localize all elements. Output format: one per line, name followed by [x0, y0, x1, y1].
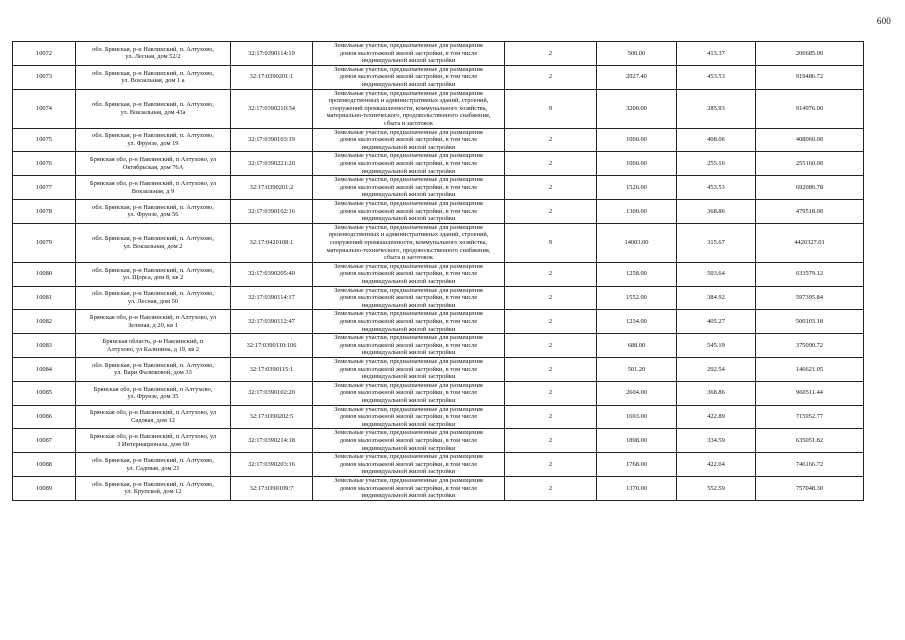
area-cell: 1693.00: [597, 405, 677, 429]
address-line: Брянская область, р-н Навлинский, п: [102, 337, 204, 345]
use-code-cell: 9: [505, 223, 597, 262]
area-cell: 14003.00: [597, 223, 677, 262]
row-id-cell: 10081: [13, 286, 76, 310]
address-line: ул. Крупской, дом 12: [124, 488, 182, 496]
address-line: Вокзальная, д 9: [131, 187, 175, 195]
area-cell: 2027.40: [597, 65, 677, 89]
land-use-line: домов малоэтажной жилой застройки, в том числе: [339, 365, 478, 373]
land-use-cell: [313, 42, 505, 66]
area-cell: 1300.00: [597, 199, 677, 223]
land-use-line: домов малоэтажной жилой застройки, в том числе: [339, 183, 478, 191]
address-line: ул. Вокзальная, дом 1 а: [121, 77, 185, 85]
row-id-cell: 10086: [13, 405, 76, 429]
land-use-line: индивидуальной жилой застройки: [361, 396, 456, 404]
address-line: Брянская обл, р-н Навлинский, п Алтухово, ул: [89, 156, 217, 164]
cadastral-value-cell: 914976.00: [756, 89, 864, 128]
use-code-cell: 2: [505, 429, 597, 453]
land-use-cell: [313, 476, 505, 500]
address-line: ул. Фрунзе, дом 19: [127, 139, 179, 147]
address-line: обл. Брянская, р-н Навлинский, п. Алтухово,: [92, 290, 214, 298]
row-id-cell: 10088: [13, 453, 76, 477]
table-row: [13, 262, 864, 286]
land-use-line: индивидуальной жилой застройки: [361, 325, 456, 333]
land-use-line: индивидуальной жилой застройки: [361, 349, 456, 357]
row-id-cell: 10085: [13, 381, 76, 405]
cadastral-number-cell: 32:17:0390109:7: [231, 476, 313, 500]
cadastral-number-cell: 32:17:0420108:1: [231, 223, 313, 262]
cadastral-number-cell: 32:17:0390221:20: [231, 152, 313, 176]
use-code-cell: 2: [505, 405, 597, 429]
land-use-cell: [313, 89, 505, 128]
cadastral-value-cell: 635051.82: [756, 429, 864, 453]
address-line: ул. Фрунзе, дом 35: [127, 393, 179, 401]
land-use-line: домов малоэтажной жилой застройки, в том числе: [339, 413, 478, 421]
land-use-cell: [313, 223, 505, 262]
table-row: [13, 310, 864, 334]
land-use-line: Земельные участки, предназначенные для размещения: [334, 476, 483, 484]
land-use-cell: [313, 381, 505, 405]
land-use-line: домов малоэтажной жилой застройки, в том числе: [339, 49, 478, 57]
address-cell: [76, 223, 231, 262]
rate-cell: 368.86: [677, 199, 756, 223]
land-use-line: материально-технического, продовольственного снабжения,: [326, 246, 491, 254]
address-line: Брянская обл, р-н Навлинский, п Алтухово,: [93, 385, 213, 393]
address-line: Садовая, дом 12: [131, 416, 175, 424]
land-use-line: домов малоэтажной жилой застройки, в том числе: [339, 294, 478, 302]
address-line: 3 Интернационала, дом 60: [117, 440, 189, 448]
land-use-line: Земельные участки, предназначенные для размещения: [334, 310, 483, 318]
land-use-line: домов малоэтажной жилой застройки, в том числе: [339, 341, 478, 349]
rate-cell: 413.37: [677, 42, 756, 66]
cadastral-value-cell: 408060.00: [756, 128, 864, 152]
rate-cell: 422.89: [677, 405, 756, 429]
land-use-line: сбыта и заготовок: [384, 254, 433, 262]
land-use-cell: [313, 128, 505, 152]
table-row: [13, 453, 864, 477]
use-code-cell: 2: [505, 65, 597, 89]
table-row: [13, 429, 864, 453]
cadastral-value-cell: 146621.05: [756, 357, 864, 381]
address-cell: [76, 476, 231, 500]
use-code-cell: 2: [505, 381, 597, 405]
land-use-line: индивидуальной жилой застройки: [361, 80, 456, 88]
land-use-cell: [313, 152, 505, 176]
area-cell: 500.00: [597, 42, 677, 66]
use-code-cell: 2: [505, 476, 597, 500]
address-line: обл. Брянская, р-н Навлинский, п. Алтухово,: [92, 456, 214, 464]
address-line: Октябрьская, дом 76А: [122, 163, 184, 171]
row-id-cell: 10074: [13, 89, 76, 128]
cadastral-number-cell: 32:17:0390201:2: [231, 176, 313, 200]
cadastral-number-cell: 32:17:0390202:5: [231, 405, 313, 429]
row-id-cell: 10089: [13, 476, 76, 500]
land-use-line: Земельные участки, предназначенные для размещения: [334, 453, 483, 461]
land-use-cell: [313, 334, 505, 358]
land-use-line: индивидуальной жилой застройки: [361, 57, 456, 65]
table-row: [13, 89, 864, 128]
row-id-cell: 10079: [13, 223, 76, 262]
cadastral-value-cell: 715952.77: [756, 405, 864, 429]
land-use-line: индивидуальной жилой застройки: [361, 444, 456, 452]
rate-cell: 408.06: [677, 128, 756, 152]
table-row: [13, 286, 864, 310]
address-cell: [76, 128, 231, 152]
cadastral-number-cell: 32:17:0390102:16: [231, 199, 313, 223]
cadastral-value-cell: 746166.72: [756, 453, 864, 477]
use-code-cell: 2: [505, 310, 597, 334]
address-line: обл. Брянская, р-н Навлинский, п. Алтухово,: [92, 69, 214, 77]
area-cell: 1234.00: [597, 310, 677, 334]
address-line: Брянская обл, р-н Навлинский, п Алтухово, ул: [89, 179, 217, 187]
cadastral-value-cell: 919486.72: [756, 65, 864, 89]
area-cell: 2604.00: [597, 381, 677, 405]
land-use-line: домов малоэтажной жилой застройки, в том числе: [339, 317, 478, 325]
table-row: [13, 476, 864, 500]
land-use-line: Земельные участки, предназначенные для размещения: [334, 357, 483, 365]
cadastral-value-cell: 692086.78: [756, 176, 864, 200]
row-id-cell: 10080: [13, 262, 76, 286]
row-id-cell: 10075: [13, 128, 76, 152]
cadastral-number-cell: 32:17:0390205:40: [231, 262, 313, 286]
land-use-cell: [313, 357, 505, 381]
address-cell: [76, 199, 231, 223]
land-use-cell: [313, 262, 505, 286]
land-use-line: Земельные участки, предназначенные для размещения: [334, 89, 483, 97]
area-cell: 1768.00: [597, 453, 677, 477]
address-cell: [76, 262, 231, 286]
area-cell: 1898.00: [597, 429, 677, 453]
cadastral-number-cell: 32:17:0390201:1: [231, 65, 313, 89]
land-use-line: Земельные участки, предназначенные для размещения: [334, 405, 483, 413]
row-id-cell: 10087: [13, 429, 76, 453]
address-line: Зеленая, д 20, кв 1: [128, 321, 178, 329]
area-cell: 688.00: [597, 334, 677, 358]
table-row: [13, 65, 864, 89]
land-use-line: индивидуальной жилой застройки: [361, 492, 456, 500]
page-number: 600: [876, 16, 891, 26]
land-use-cell: [313, 453, 505, 477]
land-use-line: сооружений промышленности, коммунального хозяйства,: [329, 104, 488, 112]
table-row: [13, 405, 864, 429]
cadastral-value-cell: 757048.30: [756, 476, 864, 500]
cadastral-value-cell: 960511.44: [756, 381, 864, 405]
land-use-line: индивидуальной жилой застройки: [361, 191, 456, 199]
address-line: обл. Брянская, р-н Навлинский, п. Алтухово,: [92, 45, 214, 53]
cadastral-number-cell: 32:17:0390214:18: [231, 429, 313, 453]
land-use-line: Земельные участки, предназначенные для размещения: [334, 128, 483, 136]
cadastral-number-cell: 32:17:0390114:19: [231, 42, 313, 66]
land-use-line: индивидуальной жилой застройки: [361, 373, 456, 381]
land-use-line: домов малоэтажной жилой застройки, в том числе: [339, 389, 478, 397]
use-code-cell: 2: [505, 128, 597, 152]
rate-cell: 255.16: [677, 152, 756, 176]
cadastral-value-cell: 597395.84: [756, 286, 864, 310]
use-code-cell: 2: [505, 176, 597, 200]
land-use-cell: [313, 176, 505, 200]
table-row: [13, 223, 864, 262]
land-use-line: индивидуальной жилой застройки: [361, 468, 456, 476]
cadastral-value-cell: 375090.72: [756, 334, 864, 358]
address-line: ул. Вари Фалюковой, дом 33: [114, 369, 192, 377]
area-cell: 1000.00: [597, 128, 677, 152]
use-code-cell: 2: [505, 152, 597, 176]
land-use-line: Земельные участки, предназначенные для размещения: [334, 334, 483, 342]
address-line: обл. Брянская, р-н Навлинский, п. Алтухово,: [92, 480, 214, 488]
address-cell: [76, 357, 231, 381]
address-line: ул. Фрунзе, дом 56: [127, 211, 179, 219]
table-row: [13, 357, 864, 381]
address-cell: [76, 405, 231, 429]
land-use-line: домов малоэтажной жилой застройки, в том числе: [339, 436, 478, 444]
address-line: обл. Брянская, р-н Навлинский, п. Алтухово,: [92, 203, 214, 211]
rate-cell: 368.86: [677, 381, 756, 405]
use-code-cell: 2: [505, 199, 597, 223]
land-use-line: Земельные участки, предназначенные для размещения: [334, 429, 483, 437]
address-line: обл. Брянская, р-н Навлинский, п. Алтухово,: [92, 132, 214, 140]
cadastral-value-cell: 255160.00: [756, 152, 864, 176]
address-cell: [76, 453, 231, 477]
cadastral-value-cell: 633579.12: [756, 262, 864, 286]
table-row: [13, 199, 864, 223]
address-line: ул. Вокзальная, дом 2: [123, 242, 183, 250]
table-row: [13, 334, 864, 358]
land-use-cell: [313, 429, 505, 453]
rate-cell: 384.92: [677, 286, 756, 310]
rate-cell: 422.04: [677, 453, 756, 477]
row-id-cell: 10077: [13, 176, 76, 200]
land-use-line: домов малоэтажной жилой застройки, в том числе: [339, 136, 478, 144]
use-code-cell: 2: [505, 334, 597, 358]
land-use-cell: [313, 199, 505, 223]
address-cell: [76, 65, 231, 89]
row-id-cell: 10072: [13, 42, 76, 66]
rate-cell: 453.53: [677, 176, 756, 200]
land-use-line: Земельные участки, предназначенные для размещения: [334, 42, 483, 49]
address-line: ул. Щорса, дом 8, кв 2: [122, 274, 184, 282]
address-line: обл. Брянская, р-н Навлинский, п. Алтухово,: [92, 266, 214, 274]
rate-cell: 503.64: [677, 262, 756, 286]
address-cell: [76, 334, 231, 358]
land-use-line: домов малоэтажной жилой застройки, в том числе: [339, 73, 478, 81]
address-line: Алтухово, ул Калинина, д 19, кв 2: [106, 345, 200, 353]
table-row: [13, 128, 864, 152]
cadastral-number-cell: 32:17:0390110:106: [231, 334, 313, 358]
address-line: обл. Брянская, р-н Навлинский, п. Алтухово,: [92, 235, 214, 243]
cadastral-number-cell: 32:17:0390114:17: [231, 286, 313, 310]
use-code-cell: 2: [505, 262, 597, 286]
land-use-line: сооружений промышленности, коммунального хозяйства,: [329, 238, 488, 246]
address-cell: [76, 381, 231, 405]
cadastral-number-cell: 32:17:0390210:34: [231, 89, 313, 128]
rate-cell: 552.59: [677, 476, 756, 500]
area-cell: 1526.00: [597, 176, 677, 200]
use-code-cell: 2: [505, 42, 597, 66]
table-body: [13, 42, 864, 501]
land-use-line: индивидуальной жилой застройки: [361, 420, 456, 428]
cadastral-value-cell: 206685.00: [756, 42, 864, 66]
land-use-line: индивидуальной жилой застройки: [361, 215, 456, 223]
land-use-line: индивидуальной жилой застройки: [361, 277, 456, 285]
row-id-cell: 10078: [13, 199, 76, 223]
land-use-line: Земельные участки, предназначенные для размещения: [334, 381, 483, 389]
address-line: ул. Лесная, дом 52/2: [125, 53, 181, 61]
rate-cell: 315.67: [677, 223, 756, 262]
address-line: обл. Брянская, р-н Навлинский, п. Алтухово,: [92, 361, 214, 369]
address-cell: [76, 429, 231, 453]
land-use-line: производственных и административных зданий, строений,: [328, 97, 489, 105]
area-cell: 1552.00: [597, 286, 677, 310]
cadastral-number-cell: 32:17:0390103:19: [231, 128, 313, 152]
rate-cell: 334.59: [677, 429, 756, 453]
land-use-line: Земельные участки, предназначенные для размещения: [334, 286, 483, 294]
address-line: Брянская обл, р-н Навлинский, п Алтухово, ул: [89, 314, 217, 322]
address-line: ул. Вокзальная, дом 43а: [120, 108, 186, 116]
address-cell: [76, 310, 231, 334]
land-use-line: производственных и административных зданий, строений,: [328, 231, 489, 239]
cadastral-value-cell: 479518.00: [756, 199, 864, 223]
land-use-cell: [313, 286, 505, 310]
use-code-cell: 2: [505, 357, 597, 381]
area-cell: 1258.00: [597, 262, 677, 286]
land-use-line: Земельные участки, предназначенные для размещения: [334, 65, 483, 73]
cadastral-number-cell: 32:17:0390102:20: [231, 381, 313, 405]
land-use-line: индивидуальной жилой застройки: [361, 167, 456, 175]
area-cell: 1370.00: [597, 476, 677, 500]
cadastral-value-cell: 4420327.01: [756, 223, 864, 262]
address-line: Брянская обл, р-н Навлинский, п Алтухово, ул: [89, 433, 217, 441]
area-cell: 3200.00: [597, 89, 677, 128]
rate-cell: 545.19: [677, 334, 756, 358]
land-use-line: Земельные участки, предназначенные для размещения: [334, 223, 483, 231]
land-use-line: Земельные участки, предназначенные для размещения: [334, 199, 483, 207]
cadastral-number-cell: 32:17:0390112:47: [231, 310, 313, 334]
table-row: [13, 42, 864, 66]
area-cell: 501.20: [597, 357, 677, 381]
row-id-cell: 10083: [13, 334, 76, 358]
land-use-line: сбыта и заготовок: [384, 119, 433, 127]
use-code-cell: 2: [505, 453, 597, 477]
row-id-cell: 10073: [13, 65, 76, 89]
use-code-cell: 9: [505, 89, 597, 128]
address-cell: [76, 286, 231, 310]
land-use-line: индивидуальной жилой застройки: [361, 143, 456, 151]
use-code-cell: 2: [505, 286, 597, 310]
rate-cell: 285.93: [677, 89, 756, 128]
cadastral-value-cell: 500103.18: [756, 310, 864, 334]
cadastral-number-cell: 32:17:0390115:1: [231, 357, 313, 381]
rate-cell: 453.53: [677, 65, 756, 89]
cadastral-number-cell: 32:17:0390203:16: [231, 453, 313, 477]
land-use-cell: [313, 405, 505, 429]
land-use-line: Земельные участки, предназначенные для размещения: [334, 152, 483, 160]
land-use-cell: [313, 310, 505, 334]
address-cell: [76, 42, 231, 66]
land-use-line: материально-технического, продовольственного снабжения,: [326, 112, 491, 120]
address-cell: [76, 152, 231, 176]
address-line: обл. Брянская, р-н Навлинский, п. Алтухово,: [92, 101, 214, 108]
rate-cell: 405.27: [677, 310, 756, 334]
land-use-line: Земельные участки, предназначенные для размещения: [334, 176, 483, 184]
land-use-cell: [313, 65, 505, 89]
table-row: [13, 381, 864, 405]
land-use-line: индивидуальной жилой застройки: [361, 301, 456, 309]
address-cell: [76, 176, 231, 200]
row-id-cell: 10076: [13, 152, 76, 176]
area-cell: 1000.00: [597, 152, 677, 176]
land-use-line: домов малоэтажной жилой застройки, в том числе: [339, 484, 478, 492]
rate-cell: 292.54: [677, 357, 756, 381]
land-use-line: домов малоэтажной жилой застройки, в том числе: [339, 460, 478, 468]
address-line: Брянская обл, р-н Навлинский, п Алтухово, ул: [89, 409, 217, 417]
table-row: [13, 176, 864, 200]
address-line: ул. Садовая, дом 21: [126, 464, 180, 472]
address-cell: [76, 89, 231, 128]
table-row: [13, 152, 864, 176]
address-line: ул. Лесная, дом 50: [127, 297, 179, 305]
land-use-line: Земельные участки, предназначенные для размещения: [334, 262, 483, 270]
land-use-line: домов малоэтажной жилой застройки, в том числе: [339, 159, 478, 167]
land-use-line: домов малоэтажной жилой застройки, в том числе: [339, 207, 478, 215]
row-id-cell: 10082: [13, 310, 76, 334]
row-id-cell: 10084: [13, 357, 76, 381]
land-use-line: домов малоэтажной жилой застройки, в том числе: [339, 270, 478, 278]
land-registry-table: [12, 41, 864, 501]
